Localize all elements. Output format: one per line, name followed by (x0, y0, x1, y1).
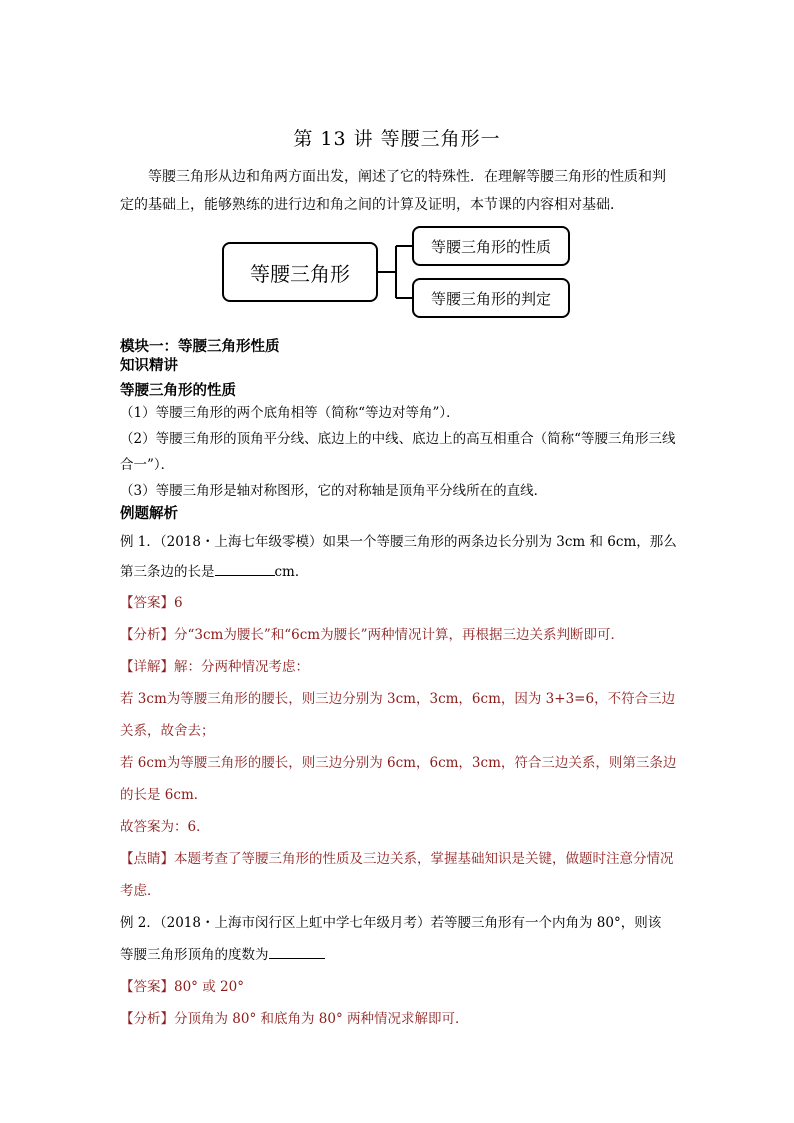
example1-detail (120, 651, 678, 683)
example1-question-unit: cm． (274, 564, 309, 580)
property-item-1: （1）等腰三角形的两个底角相等（简称“等边对等角”）． (120, 405, 460, 421)
example1-question-text: 第三条边的长是 (120, 564, 215, 580)
example1-conclusion: 故答案为：6． (120, 819, 210, 835)
properties-heading: 等腰三角形的性质 (120, 382, 236, 399)
mind-map-branch-properties: 等腰三角形的性质 (412, 226, 570, 266)
analysis-tag: 【分析】 (120, 1011, 174, 1027)
analysis-text: 分“3cm为腰长”和“6cm为腰长”两种情况计算，再根据三边关系判断即可． (174, 627, 625, 643)
example1-case1: 若 3cm为等腰三角形的腰长，则三边分别为 3cm，3cm，6cm，因为 3+3=6，不符合三边关系，故舍去； (120, 691, 676, 739)
mind-map-branch-criteria: 等腰三角形的判定 (412, 278, 570, 318)
analysis-tag: 【分析】 (120, 627, 174, 643)
main-content (120, 337, 678, 1035)
knowledge-heading: 知识精讲 (120, 357, 178, 374)
comment-tag: 【点睛】 (120, 851, 174, 867)
mind-map (222, 222, 574, 322)
example2-question-text: 等腰三角形顶角的度数为 (120, 947, 269, 963)
detail-intro: 解：分两种情况考虑： (174, 659, 309, 675)
property-item-2: （2）等腰三角形的顶角平分线、底边上的中线、底边上的高互相重合（简称“等腰三角形三线合一”）． (120, 431, 676, 473)
example1-analysis (120, 619, 678, 651)
comment-text: 本题考查了等腰三角形的性质及三边关系，掌握基础知识是关键，做题时注意分情况考虑． (120, 851, 674, 899)
answer-value: 80° 或 20° (174, 979, 244, 995)
intro-paragraph: 等腰三角形从边和角两方面出发，阐述了它的特殊性．在理解等腰三角形的性质和判定的基础上，能够熟练的进行边和角之间的计算及证明，本节课的内容相对基础． (120, 169, 666, 213)
mind-map-root: 等腰三角形 (222, 242, 378, 302)
lesson-title: 第 13 讲 等腰三角形一 (293, 128, 501, 150)
analysis-text: 分顶角为 80° 和底角为 80° 两种情况求解即可． (174, 1011, 469, 1027)
answer-value: 6 (174, 595, 183, 611)
example1-case2: 若 6cm为等腰三角形的腰长，则三边分别为 6cm，6cm，3cm，符合三边关系，则第三条边的长是 6cm． (120, 755, 677, 803)
example2-question-line1: 例 2．（2018・上海市闵行区上虹中学七年级月考）若等腰三角形有一个内角为 80°，则该 (120, 915, 662, 931)
example1-comment (120, 843, 678, 907)
answer-tag: 【答案】 (120, 595, 174, 611)
answer-blank (215, 561, 275, 576)
example2-analysis (120, 1003, 678, 1035)
answer-tag: 【答案】 (120, 979, 174, 995)
detail-tag: 【详解】 (120, 659, 174, 675)
examples-heading: 例题解析 (120, 505, 178, 522)
example1-answer (120, 587, 678, 619)
example2-answer (120, 971, 678, 1003)
example2-question-line2 (120, 939, 678, 971)
example1-question-line1: 例 1．（2018・上海七年级零模）如果一个等腰三角形的两条边长分别为 3cm 和 6cm，那么 (120, 534, 677, 550)
module-heading: 模块一：等腰三角形性质 (120, 338, 280, 355)
property-item-3: （3）等腰三角形是轴对称图形，它的对称轴是顶角平分线所在的直线． (120, 483, 548, 499)
example1-question-line2 (120, 557, 678, 587)
answer-blank (269, 944, 325, 959)
